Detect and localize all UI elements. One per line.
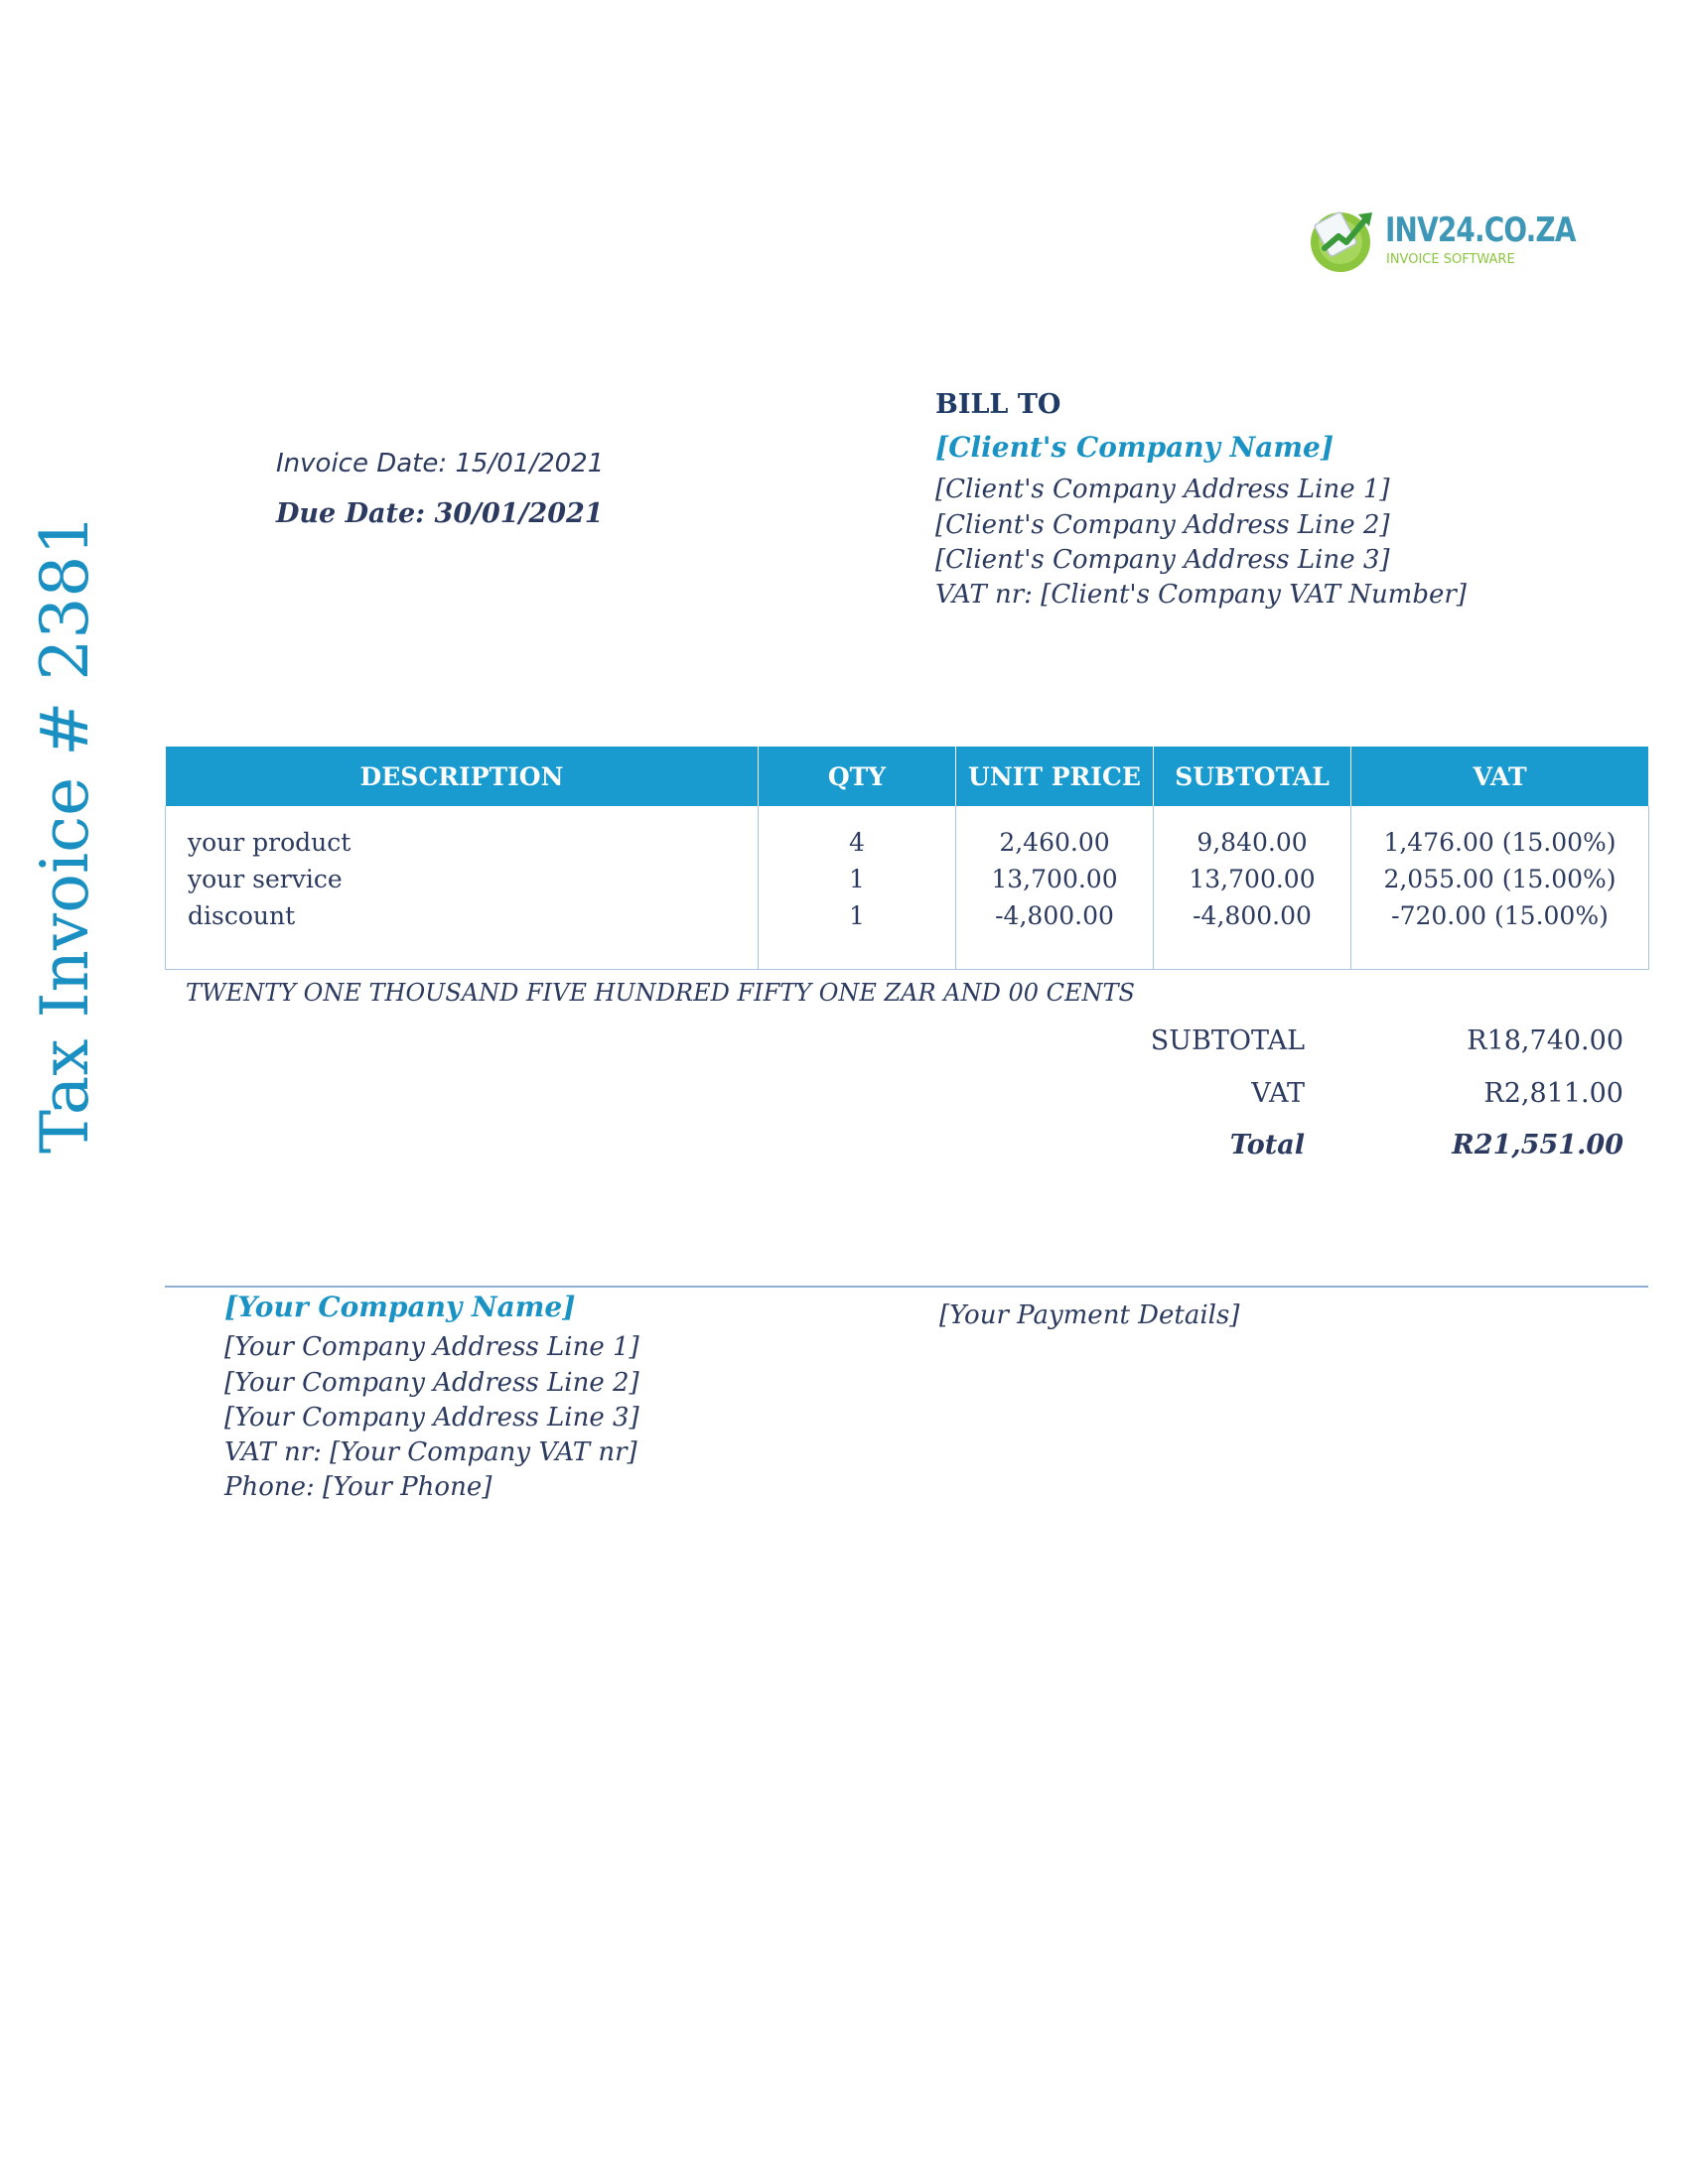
item-qty: 4 bbox=[849, 828, 865, 857]
item-unit-price: 2,460.00 bbox=[999, 828, 1110, 857]
item-vat: 2,055.00 (15.00%) bbox=[1383, 865, 1617, 893]
vat-column bbox=[1351, 806, 1649, 970]
item-subtotal: -4,800.00 bbox=[1193, 901, 1312, 930]
invoice-title: Tax Invoice # 2381 bbox=[27, 513, 103, 1154]
item-description: your product bbox=[188, 828, 352, 857]
column-header-description: DESCRIPTION bbox=[166, 747, 759, 806]
company-logo bbox=[1307, 203, 1576, 274]
item-subtotal: 13,700.00 bbox=[1189, 865, 1316, 893]
item-unit-price: 13,700.00 bbox=[991, 865, 1118, 893]
column-header-qty: QTY bbox=[759, 747, 956, 806]
subtotal-column bbox=[1154, 806, 1351, 970]
item-qty: 1 bbox=[849, 865, 865, 893]
client-address-line: [Client's Company Address Line 3] bbox=[935, 545, 1390, 575]
payment-details: [Your Payment Details] bbox=[939, 1300, 1240, 1330]
item-vat: -720.00 (15.00%) bbox=[1391, 901, 1609, 930]
total-label: Total bbox=[1229, 1130, 1305, 1160]
qty-column bbox=[759, 806, 956, 970]
column-header-subtotal: SUBTOTAL bbox=[1154, 747, 1351, 806]
unit-price-column bbox=[956, 806, 1154, 970]
bill-to-heading: BILL TO bbox=[935, 389, 1061, 420]
invoice-chart-icon bbox=[1307, 203, 1378, 274]
client-address-line: [Client's Company Address Line 2] bbox=[935, 510, 1390, 540]
item-vat: 1,476.00 (15.00%) bbox=[1383, 828, 1617, 857]
client-vat-number: VAT nr: [Client's Company VAT Number] bbox=[935, 580, 1467, 610]
company-address-line: [Your Company Address Line 2] bbox=[224, 1368, 639, 1398]
subtotal-value: R18,740.00 bbox=[1467, 1025, 1623, 1056]
subtotal-label: SUBTOTAL bbox=[1150, 1025, 1305, 1056]
description-column bbox=[166, 806, 759, 970]
table-body-row bbox=[166, 806, 1649, 970]
amount-in-words: TWENTY ONE THOUSAND FIVE HUNDRED FIFTY ONE ZAR AND 00 CENTS bbox=[186, 979, 1135, 1007]
table-header-row bbox=[166, 747, 1649, 806]
item-description: your service bbox=[188, 865, 343, 893]
column-header-vat: VAT bbox=[1351, 747, 1649, 806]
total-value: R21,551.00 bbox=[1452, 1130, 1623, 1160]
company-address-line: [Your Company Address Line 3] bbox=[224, 1403, 639, 1433]
client-address-line: [Client's Company Address Line 1] bbox=[935, 475, 1390, 504]
item-unit-price: -4,800.00 bbox=[995, 901, 1114, 930]
company-phone: Phone: [Your Phone] bbox=[224, 1472, 492, 1502]
item-qty: 1 bbox=[849, 901, 865, 930]
invoice-date: Invoice Date: 15/01/2021 bbox=[276, 449, 605, 478]
column-header-unit-price: UNIT PRICE bbox=[956, 747, 1154, 806]
company-vat-number: VAT nr: [Your Company VAT nr] bbox=[224, 1437, 637, 1467]
logo-tagline: INVOICE SOFTWARE bbox=[1386, 252, 1515, 267]
due-date: Due Date: 30/01/2021 bbox=[276, 498, 604, 529]
vat-value: R2,811.00 bbox=[1483, 1078, 1623, 1109]
logo-brand-text: INV24.CO.ZA bbox=[1385, 210, 1576, 250]
client-company-name: [Client's Company Name] bbox=[935, 431, 1335, 464]
vat-label: VAT bbox=[1251, 1078, 1305, 1109]
your-company-name: [Your Company Name] bbox=[224, 1291, 576, 1323]
company-address-line: [Your Company Address Line 1] bbox=[224, 1332, 639, 1362]
item-subtotal: 9,840.00 bbox=[1196, 828, 1308, 857]
item-description: discount bbox=[188, 901, 296, 930]
footer-divider bbox=[165, 1286, 1648, 1288]
line-items-table bbox=[165, 747, 1649, 970]
